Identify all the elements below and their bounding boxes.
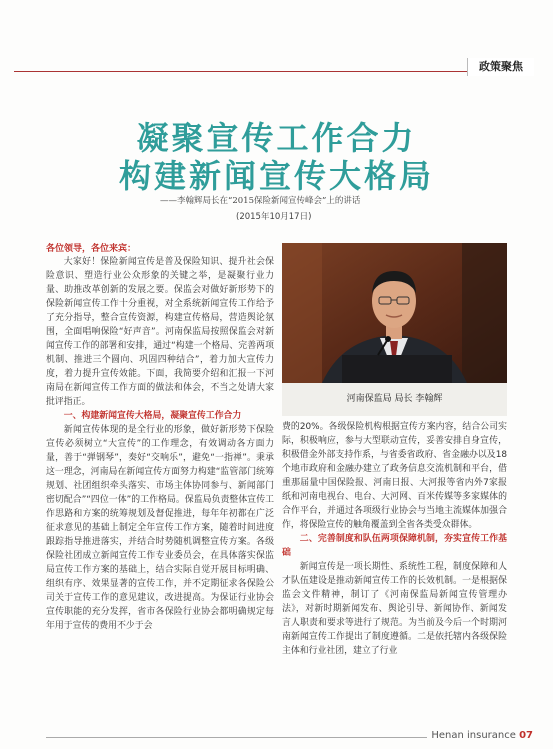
article-title-line1: 凝聚宣传工作合力 (136, 119, 417, 157)
paragraph: 大家好！保险新闻宣传是普及保险知识、提升社会保险意识、塑造行业公众形象的关键之举，是凝聚行业力量、助推改革创新的发展之要。保监会对做好新形势下的保险新闻宣传工作十分重视，对全系统新闻宣传工作给予了充分指导，整合宣传资源，构建宣传格局，营造舆论氛围，全面唱响保险“好声音”。河南保监局按照保监会对新闻宣传工作的部署和安排，通过“构建一个格局、完善两项机制、推进三个圆向、巩固四种结合”，着力加大宣传力度，着力提升宣传效能。下面，我简要介绍和汇报一下河南局在新闻宣传工作方面的做法和体会，不当之处请大家批评指正。 (46, 257, 274, 407)
article-title-line2: 构建新闻宣传大格局 (118, 157, 434, 195)
section-heading-1: 一、构建新闻宣传大格局，凝聚宣传工作合力 (63, 411, 242, 421)
section-heading-2: 二、完善制度和队伍两项保障机制，夯实宣传工作基础 (282, 534, 507, 558)
speaker-photo-illustration (282, 243, 507, 383)
section-tag: 政策聚焦 (467, 58, 534, 76)
page-footer (0, 730, 553, 744)
magazine-name: Henan insurance (431, 730, 516, 741)
paragraph: 费的20%。各级保险机构根据宣传方案内容，结合公司实际，积极响应，参与大型联动宣传，妥善安排自身宣传，积极借金外部支持作系，与省委省政府、省金融办以及18个地市政府和金融办建立了政务信息交流机制和平台，借重那届量中国保险报、河南日报、大河报等省内外7家报纸和河南电视台、电台、大河网、百米传媒等多家媒体的合作平台，并通过各项级行业协会与当地主流媒体加强合作，将保险宣传的触角覆盖到全省各类受众群体。 (282, 422, 507, 530)
photo-caption: 河南保监局 局长 李翰辉 (282, 383, 507, 416)
footer-text (427, 730, 533, 741)
greeting: 各位领导，各位来宾： (46, 244, 137, 254)
paragraph: 新闻宣传是一项长期性、系统性工程，制度保障和人才队伍建设是推动新闻宣传工作的长效机制。一是根据保监会文件精神，制订了《河南保监局新闻宣传管理办法》，对新时期新闻发布、舆论引导、新闻协作、新闻发言人职责和要求等进行了规范。为当前及今后一个时期河南新闻宣传工作提出了制度遵循。二是依托辖内各级保险主体和行业社团，建立了行业 (282, 562, 507, 656)
right-column (282, 420, 507, 708)
paragraph: 新闻宣传体现的是全行业的形象，做好新形势下保险宣传必须树立“大宣传”的工作理念，有效调动各方面力量，善于“弹钢琴”，奏好“交响乐”，避免“一指禅”。秉承这一理念，河南局在新闻宣传方面努力构建“监管部门统筹规划、社团组织牵头落实、市场主体协同参与、新闻部门密切配合”“四位一体”的工作格局。保监局负责整体宣传工作思路和方案的统筹规划及督促推进，每年年初都在广泛征求意见的基础上制定全年宣传工作方案，随着时间进度跟踪指导推进落实，并结合时势随机调整宣传方案。各级保险社团成立新闻宣传工作专业委员会，在具体落实保监局宣传工作方案的基础上，结合实际自觉开展目标明确、组织有序、效果显著的宣传工作，并不定期征求各保险公司关于宣传工作的意见建议，改进提高。为保证行业协会宣传职能的充分发挥，省市各保险行业协会都明确规定每年用于宣传的费用不少于会 (46, 425, 274, 631)
speech-date: (2015年10月17日) (236, 212, 312, 222)
speaker-photo (282, 243, 507, 383)
page-number: 07 (519, 730, 533, 741)
left-column (46, 255, 274, 707)
byline: ——李翰辉局长在“2015保险新闻宣传峰会”上的讲话 (160, 196, 361, 206)
header-rule (14, 71, 488, 72)
